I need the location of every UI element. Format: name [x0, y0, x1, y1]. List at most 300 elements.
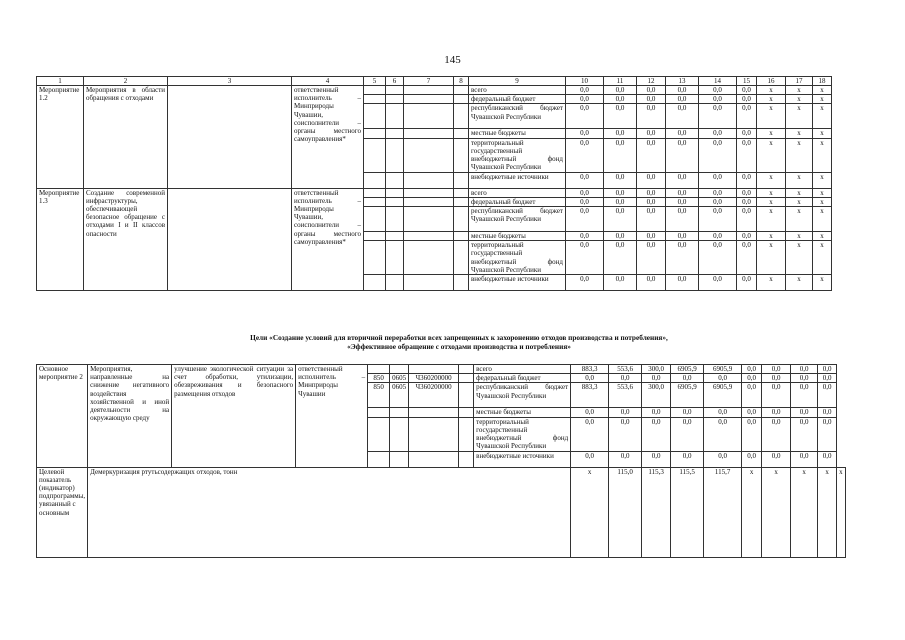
- value-cell: 0,0: [762, 408, 791, 417]
- funding-source: местные бюджеты: [474, 408, 571, 417]
- empty-cell: [454, 241, 469, 275]
- empty-cell: [404, 104, 454, 129]
- empty-cell: [459, 383, 474, 408]
- value-cell: x: [786, 129, 813, 138]
- value-cell: 0,0: [699, 241, 737, 275]
- empty-cell: [404, 129, 454, 138]
- value-cell: x: [786, 232, 813, 241]
- measure-description: Мероприятия, направленные на снижение негативного воздействия хозяйственной и иной деятельности на окружающую среду: [88, 365, 172, 468]
- value-cell: 0,0: [699, 232, 737, 241]
- value-cell: 0,0: [637, 241, 666, 275]
- value-cell: 0,0: [571, 417, 609, 451]
- empty-cell: [454, 207, 469, 232]
- value-cell: 0,0: [737, 172, 757, 188]
- value-cell: 0,0: [699, 86, 737, 95]
- value-cell: 0,0: [762, 417, 791, 451]
- value-cell: 0,0: [791, 365, 818, 374]
- value-cell: x: [786, 241, 813, 275]
- value-cell: 0,0: [666, 138, 699, 172]
- value-cell: 0,0: [742, 408, 762, 417]
- value-cell: 0,0: [637, 172, 666, 188]
- value-cell: 0,0: [666, 95, 699, 104]
- value-cell: 0,0: [571, 451, 609, 467]
- measure-executor: ответственный исполнитель – Минприроды Чувашии, соисполнители – органы местного самоуправления*: [292, 86, 364, 189]
- grbs-code: 850: [368, 383, 390, 408]
- value-cell: 0,0: [762, 451, 791, 467]
- empty-cell: [454, 188, 469, 197]
- value-cell: 0,0: [742, 417, 762, 451]
- indicator-value: x: [762, 467, 791, 557]
- value-cell: 0,0: [604, 188, 637, 197]
- empty-cell: [459, 408, 474, 417]
- empty-cell: [386, 172, 404, 188]
- funding-source: всего: [469, 86, 566, 95]
- value-cell: x: [757, 86, 786, 95]
- value-cell: x: [786, 275, 813, 291]
- empty-cell: [364, 95, 386, 104]
- value-cell: 0,0: [609, 417, 642, 451]
- value-cell: 0,0: [566, 197, 604, 206]
- empty-cell: [168, 188, 292, 291]
- value-cell: 0,0: [666, 104, 699, 129]
- goal-line-1: Цели «Создание условий для вторичной переработки всех запрещенных к захоронению отходов производства и потребления»,: [250, 333, 668, 342]
- value-cell: 0,0: [642, 417, 671, 451]
- column-number: 1: [37, 77, 84, 86]
- column-number: 9: [469, 77, 566, 86]
- funding-source: республиканский бюджет Чувашской Республики: [474, 383, 571, 408]
- empty-cell: [404, 95, 454, 104]
- value-cell: 0,0: [566, 104, 604, 129]
- value-cell: 0,0: [742, 374, 762, 383]
- value-cell: 0,0: [699, 104, 737, 129]
- indicator-row: [37, 467, 846, 557]
- value-cell: 0,0: [637, 197, 666, 206]
- value-cell: 553,6: [609, 383, 642, 408]
- value-cell: 883,3: [571, 365, 609, 374]
- value-cell: x: [786, 86, 813, 95]
- value-cell: x: [813, 207, 832, 232]
- value-cell: x: [786, 95, 813, 104]
- empty-cell: [364, 207, 386, 232]
- value-cell: 0,0: [791, 408, 818, 417]
- value-cell: 0,0: [637, 232, 666, 241]
- empty-cell: [168, 86, 292, 189]
- funding-source: внебюджетные источники: [474, 451, 571, 467]
- grbs-code: [368, 365, 390, 374]
- indicator-label: Целевой показатель (индикатор) подпрограммы, увязанный с основным: [37, 467, 88, 557]
- value-cell: 0,0: [737, 129, 757, 138]
- value-cell: 883,3: [571, 383, 609, 408]
- funding-source: республиканский бюджет Чувашской Республики: [469, 207, 566, 232]
- goal-heading: [36, 333, 882, 351]
- grbs-code: 850: [368, 374, 390, 383]
- value-cell: 0,0: [566, 138, 604, 172]
- value-cell: x: [813, 172, 832, 188]
- value-cell: 0,0: [604, 241, 637, 275]
- empty-cell: [404, 207, 454, 232]
- column-number: 2: [84, 77, 168, 86]
- value-cell: 0,0: [737, 95, 757, 104]
- value-cell: x: [786, 172, 813, 188]
- funding-source: территориальный государственный внебюджетный фонд Чувашской Республики: [474, 417, 571, 451]
- value-cell: x: [757, 188, 786, 197]
- value-cell: 0,0: [566, 129, 604, 138]
- value-cell: 0,0: [604, 232, 637, 241]
- column-number: 7: [404, 77, 454, 86]
- empty-cell: [404, 138, 454, 172]
- value-cell: 0,0: [666, 207, 699, 232]
- value-cell: 0,0: [791, 451, 818, 467]
- target-code: [409, 365, 459, 374]
- empty-cell: [404, 275, 454, 291]
- column-number: 16: [757, 77, 786, 86]
- value-cell: 0,0: [737, 138, 757, 172]
- value-cell: 0,0: [818, 408, 837, 417]
- table-row: [37, 86, 832, 95]
- empty-cell: [364, 197, 386, 206]
- value-cell: 0,0: [604, 86, 637, 95]
- value-cell: 553,6: [609, 365, 642, 374]
- value-cell: 0,0: [566, 275, 604, 291]
- value-cell: 0,0: [666, 241, 699, 275]
- value-cell: 0,0: [642, 374, 671, 383]
- column-number: 12: [637, 77, 666, 86]
- value-cell: 0,0: [604, 197, 637, 206]
- value-cell: 0,0: [699, 275, 737, 291]
- value-cell: x: [786, 138, 813, 172]
- value-cell: 0,0: [742, 451, 762, 467]
- value-cell: 0,0: [699, 188, 737, 197]
- value-cell: 0,0: [604, 104, 637, 129]
- empty-cell: [364, 275, 386, 291]
- empty-cell: [386, 232, 404, 241]
- value-cell: 0,0: [566, 207, 604, 232]
- indicator-mark: x: [571, 467, 609, 557]
- value-cell: 0,0: [609, 408, 642, 417]
- value-cell: 0,0: [566, 86, 604, 95]
- value-cell: x: [757, 95, 786, 104]
- empty-cell: [364, 232, 386, 241]
- value-cell: x: [813, 197, 832, 206]
- indicator-value: x: [791, 467, 818, 557]
- value-cell: 0,0: [637, 104, 666, 129]
- value-cell: 0,0: [637, 95, 666, 104]
- value-cell: 0,0: [637, 188, 666, 197]
- target-code: [409, 417, 459, 451]
- column-number: 8: [454, 77, 469, 86]
- section-code: [390, 417, 409, 451]
- value-cell: 6905,9: [704, 365, 742, 374]
- value-cell: 0,0: [704, 417, 742, 451]
- measure-description: Создание современной инфраструктуры, обеспечивающей безопасное обращение с отходами I и II классов опасности: [84, 188, 168, 291]
- value-cell: 0,0: [742, 365, 762, 374]
- page-number: 145: [444, 54, 461, 66]
- indicator-value: 115,7: [704, 467, 742, 557]
- section-code: [390, 451, 409, 467]
- measure-executor: ответственный исполнитель – Минприроды Чувашии: [296, 365, 368, 468]
- value-cell: 0,0: [671, 451, 704, 467]
- column-number-row: [37, 77, 832, 86]
- value-cell: 0,0: [737, 207, 757, 232]
- value-cell: 0,0: [737, 197, 757, 206]
- target-code: [409, 451, 459, 467]
- value-cell: 0,0: [737, 275, 757, 291]
- indicator-value: 115,0: [609, 467, 642, 557]
- section-code: [390, 408, 409, 417]
- empty-cell: [364, 172, 386, 188]
- empty-cell: [386, 188, 404, 197]
- empty-cell: [364, 86, 386, 95]
- value-cell: 0,0: [666, 197, 699, 206]
- value-cell: 0,0: [666, 172, 699, 188]
- value-cell: 0,0: [566, 95, 604, 104]
- value-cell: 6905,9: [671, 383, 704, 408]
- indicator-value: 115,5: [671, 467, 704, 557]
- value-cell: x: [813, 138, 832, 172]
- empty-cell: [364, 241, 386, 275]
- value-cell: 0,0: [642, 451, 671, 467]
- target-code: Ч360200000: [409, 374, 459, 383]
- grbs-code: [368, 417, 390, 451]
- value-cell: 0,0: [566, 241, 604, 275]
- empty-cell: [454, 86, 469, 95]
- funding-source: федеральный бюджет: [469, 197, 566, 206]
- empty-cell: [454, 172, 469, 188]
- value-cell: 0,0: [637, 138, 666, 172]
- value-cell: 0,0: [737, 86, 757, 95]
- value-cell: 300,0: [642, 383, 671, 408]
- value-cell: 0,0: [818, 417, 837, 451]
- value-cell: x: [813, 95, 832, 104]
- value-cell: x: [757, 129, 786, 138]
- empty-cell: [454, 232, 469, 241]
- value-cell: 0,0: [699, 95, 737, 104]
- value-cell: 0,0: [762, 383, 791, 408]
- value-cell: x: [786, 197, 813, 206]
- budget-table-bottom: [36, 364, 846, 558]
- value-cell: x: [813, 188, 832, 197]
- value-cell: 0,0: [699, 172, 737, 188]
- funding-source: местные бюджеты: [469, 129, 566, 138]
- value-cell: 0,0: [818, 374, 837, 383]
- funding-source: территориальный государственный внебюджетный фонд Чувашской Республики: [469, 241, 566, 275]
- value-cell: 0,0: [791, 374, 818, 383]
- value-cell: 0,0: [666, 188, 699, 197]
- value-cell: x: [813, 104, 832, 129]
- value-cell: 0,0: [609, 451, 642, 467]
- empty-cell: [454, 129, 469, 138]
- empty-cell: [386, 104, 404, 129]
- value-cell: 300,0: [642, 365, 671, 374]
- value-cell: 0,0: [604, 95, 637, 104]
- value-cell: 0,0: [637, 207, 666, 232]
- measure-executor: ответственный исполнитель – Минприроды Чувашии, соисполнители – органы местного самоуправления*: [292, 188, 364, 291]
- measure-name: Основное мероприятие 2: [37, 365, 88, 468]
- value-cell: x: [813, 86, 832, 95]
- value-cell: 0,0: [637, 129, 666, 138]
- value-cell: 0,0: [791, 417, 818, 451]
- empty-cell: [386, 241, 404, 275]
- value-cell: 0,0: [791, 383, 818, 408]
- empty-cell: [364, 138, 386, 172]
- indicator-value: 115,3: [642, 467, 671, 557]
- value-cell: 0,0: [699, 129, 737, 138]
- table-row: [37, 365, 846, 374]
- value-cell: x: [757, 138, 786, 172]
- indicator-value: x: [837, 467, 846, 557]
- value-cell: x: [757, 241, 786, 275]
- empty-cell: [454, 197, 469, 206]
- value-cell: 0,0: [762, 374, 791, 383]
- indicator-value: x: [742, 467, 762, 557]
- empty-cell: [459, 417, 474, 451]
- empty-cell: [386, 197, 404, 206]
- value-cell: 0,0: [762, 365, 791, 374]
- value-cell: 0,0: [737, 241, 757, 275]
- value-cell: x: [786, 207, 813, 232]
- column-number: 3: [168, 77, 292, 86]
- empty-cell: [404, 172, 454, 188]
- value-cell: 0,0: [609, 374, 642, 383]
- value-cell: 0,0: [604, 207, 637, 232]
- empty-cell: [404, 241, 454, 275]
- empty-cell: [404, 188, 454, 197]
- value-cell: 0,0: [566, 188, 604, 197]
- measure-description: Мероприятия в области обращения с отходами: [84, 86, 168, 189]
- value-cell: 0,0: [737, 188, 757, 197]
- column-number: 15: [737, 77, 757, 86]
- value-cell: 6905,9: [671, 365, 704, 374]
- goal-line-2: «Эффективное обращение с отходами производства и потребления»: [347, 342, 571, 351]
- empty-cell: [386, 129, 404, 138]
- funding-source: республиканский бюджет Чувашской Республики: [469, 104, 566, 129]
- value-cell: 0,0: [671, 417, 704, 451]
- value-cell: 0,0: [566, 172, 604, 188]
- value-cell: x: [757, 104, 786, 129]
- funding-source: федеральный бюджет: [469, 95, 566, 104]
- value-cell: 0,0: [818, 451, 837, 467]
- section-code: 0605: [390, 374, 409, 383]
- value-cell: 0,0: [604, 129, 637, 138]
- funding-source: местные бюджеты: [469, 232, 566, 241]
- empty-cell: [386, 86, 404, 95]
- indicator-text: Демеркуризация ртутьсодержащих отходов, тонн: [88, 467, 571, 557]
- column-number: 5: [364, 77, 386, 86]
- value-cell: 0,0: [637, 86, 666, 95]
- empty-cell: [454, 275, 469, 291]
- value-cell: x: [786, 104, 813, 129]
- funding-source: всего: [474, 365, 571, 374]
- value-cell: 6905,9: [704, 383, 742, 408]
- value-cell: 0,0: [604, 138, 637, 172]
- value-cell: 0,0: [671, 374, 704, 383]
- empty-cell: [404, 197, 454, 206]
- value-cell: 0,0: [571, 374, 609, 383]
- measure-purpose: улучшение экологической ситуации за счет обработки, утилизации, обезвреживания и безопасного размещения отходов: [172, 365, 296, 468]
- empty-cell: [454, 104, 469, 129]
- value-cell: 0,0: [704, 408, 742, 417]
- value-cell: 0,0: [818, 365, 837, 374]
- value-cell: 0,0: [699, 138, 737, 172]
- value-cell: 0,0: [637, 275, 666, 291]
- funding-source: внебюджетные источники: [469, 172, 566, 188]
- value-cell: 0,0: [737, 104, 757, 129]
- empty-cell: [404, 86, 454, 95]
- empty-cell: [404, 232, 454, 241]
- empty-cell: [364, 104, 386, 129]
- value-cell: x: [757, 172, 786, 188]
- value-cell: 0,0: [666, 232, 699, 241]
- table-row: [37, 188, 832, 197]
- target-code: Ч360200000: [409, 383, 459, 408]
- section-code: 0605: [390, 383, 409, 408]
- indicator-value: x: [818, 467, 837, 557]
- column-number: 10: [566, 77, 604, 86]
- empty-cell: [459, 365, 474, 374]
- grbs-code: [368, 451, 390, 467]
- column-number: 14: [699, 77, 737, 86]
- funding-source: внебюджетные источники: [469, 275, 566, 291]
- empty-cell: [454, 138, 469, 172]
- value-cell: 0,0: [642, 408, 671, 417]
- column-number: 18: [813, 77, 832, 86]
- value-cell: x: [813, 241, 832, 275]
- empty-cell: [386, 275, 404, 291]
- column-number: 13: [666, 77, 699, 86]
- funding-source: территориальный государственный внебюджетный фонд Чувашской Республики: [469, 138, 566, 172]
- empty-cell: [459, 374, 474, 383]
- value-cell: 0,0: [704, 374, 742, 383]
- funding-source: федеральный бюджет: [474, 374, 571, 383]
- empty-cell: [364, 188, 386, 197]
- value-cell: x: [813, 129, 832, 138]
- value-cell: 0,0: [604, 275, 637, 291]
- value-cell: 0,0: [818, 383, 837, 408]
- value-cell: 0,0: [571, 408, 609, 417]
- funding-source: всего: [469, 188, 566, 197]
- empty-cell: [364, 129, 386, 138]
- section-code: [390, 365, 409, 374]
- value-cell: 0,0: [666, 86, 699, 95]
- empty-cell: [386, 95, 404, 104]
- column-number: 17: [786, 77, 813, 86]
- value-cell: 0,0: [604, 172, 637, 188]
- column-number: 6: [386, 77, 404, 86]
- value-cell: x: [813, 232, 832, 241]
- value-cell: 0,0: [737, 232, 757, 241]
- value-cell: x: [757, 207, 786, 232]
- empty-cell: [386, 138, 404, 172]
- grbs-code: [368, 408, 390, 417]
- measure-name: Мероприятие 1.3: [37, 188, 84, 291]
- value-cell: 0,0: [742, 383, 762, 408]
- value-cell: x: [757, 197, 786, 206]
- empty-cell: [459, 451, 474, 467]
- value-cell: x: [786, 188, 813, 197]
- column-number: 4: [292, 77, 364, 86]
- value-cell: 0,0: [566, 232, 604, 241]
- empty-cell: [386, 207, 404, 232]
- value-cell: 0,0: [671, 408, 704, 417]
- budget-table-top: [36, 76, 832, 291]
- target-code: [409, 408, 459, 417]
- value-cell: x: [757, 275, 786, 291]
- value-cell: 0,0: [666, 129, 699, 138]
- value-cell: 0,0: [699, 197, 737, 206]
- value-cell: 0,0: [704, 451, 742, 467]
- value-cell: x: [757, 232, 786, 241]
- value-cell: 0,0: [666, 275, 699, 291]
